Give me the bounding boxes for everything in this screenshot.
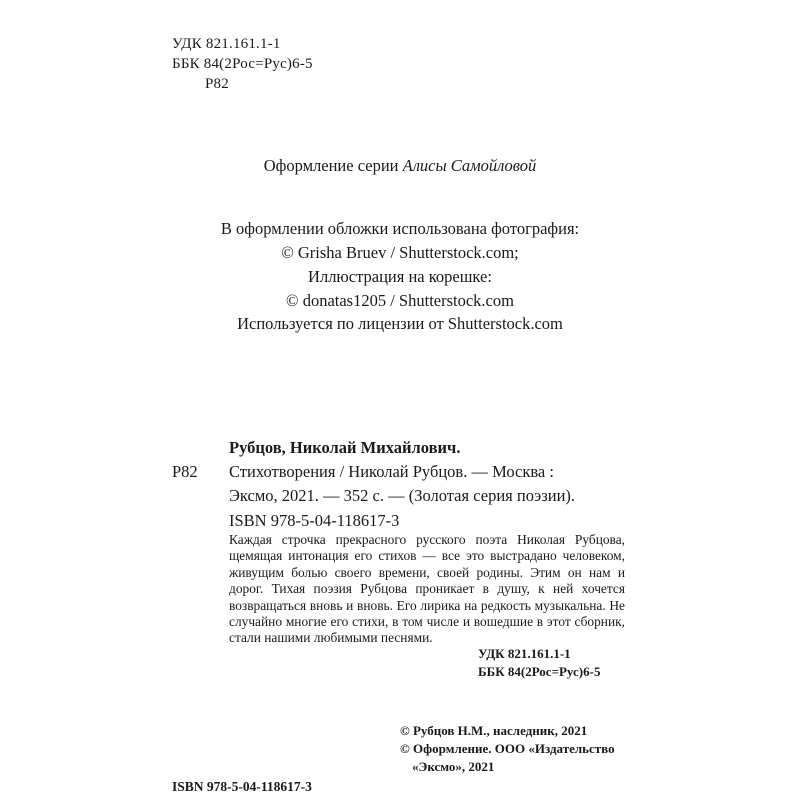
catalog-bbk: ББК 84(2Рос=Рус)6-5 [478,664,601,679]
catalog-description-line: Эксмо, 2021. — 352 с. — (Золотая серия поэзии). [229,486,576,505]
catalog-udk: УДК 821.161.1-1 [478,646,571,661]
book-abstract: Каждая строчка прекрасного русского поэта Николая Рубцова, щемящая интонация его стихов — все это выстрадано человеком, живущим болью своего времени, своей родины. Этим он нам и дорог. Тихая поэзия Рубцова проникает в душу, к ней хочется возвращаться вновь и вновь. Его лирика на редкость музыкальна. Не случайно многие его стихи, в том числе и вошедшие в этот сборник, стали нашими любимыми песнями. [229,532,625,646]
series-design-credit [0,156,800,176]
credit-line: © donatas1205 / Shutterstock.com [286,291,514,310]
credit-line: Используется по лицензии от Shutterstock.com [237,314,563,333]
catalog-isbn: ISBN 978-5-04-118617-3 [229,511,400,530]
series-designer: Алисы Самойловой [402,156,537,175]
catalog-author-code: Р82 [172,462,198,481]
copyright-line: «Эксмо», 2021 [412,759,495,774]
top-author-code: Р82 [205,76,229,92]
credit-line: Иллюстрация на корешке: [308,267,492,286]
bottom-isbn: ISBN 978-5-04-118617-3 [172,779,312,794]
top-udk: УДК 821.161.1-1 [172,36,281,52]
catalog-description-line: Стихотворения / Николай Рубцов. — Москва : [229,462,554,481]
copyright-line: © Рубцов Н.М., наследник, 2021 [400,723,588,738]
copyright-line: © Оформление. ООО «Издательство [400,741,615,756]
top-bbk: ББК 84(2Рос=Рус)6-5 [172,56,313,72]
credit-line: В оформлении обложки использована фотография: [220,219,580,238]
catalog-author: Рубцов, Николай Михайлович. [229,438,461,457]
credit-line: © Grisha Bruev / Shutterstock.com; [281,243,519,262]
series-label: Оформление серии [263,156,403,175]
